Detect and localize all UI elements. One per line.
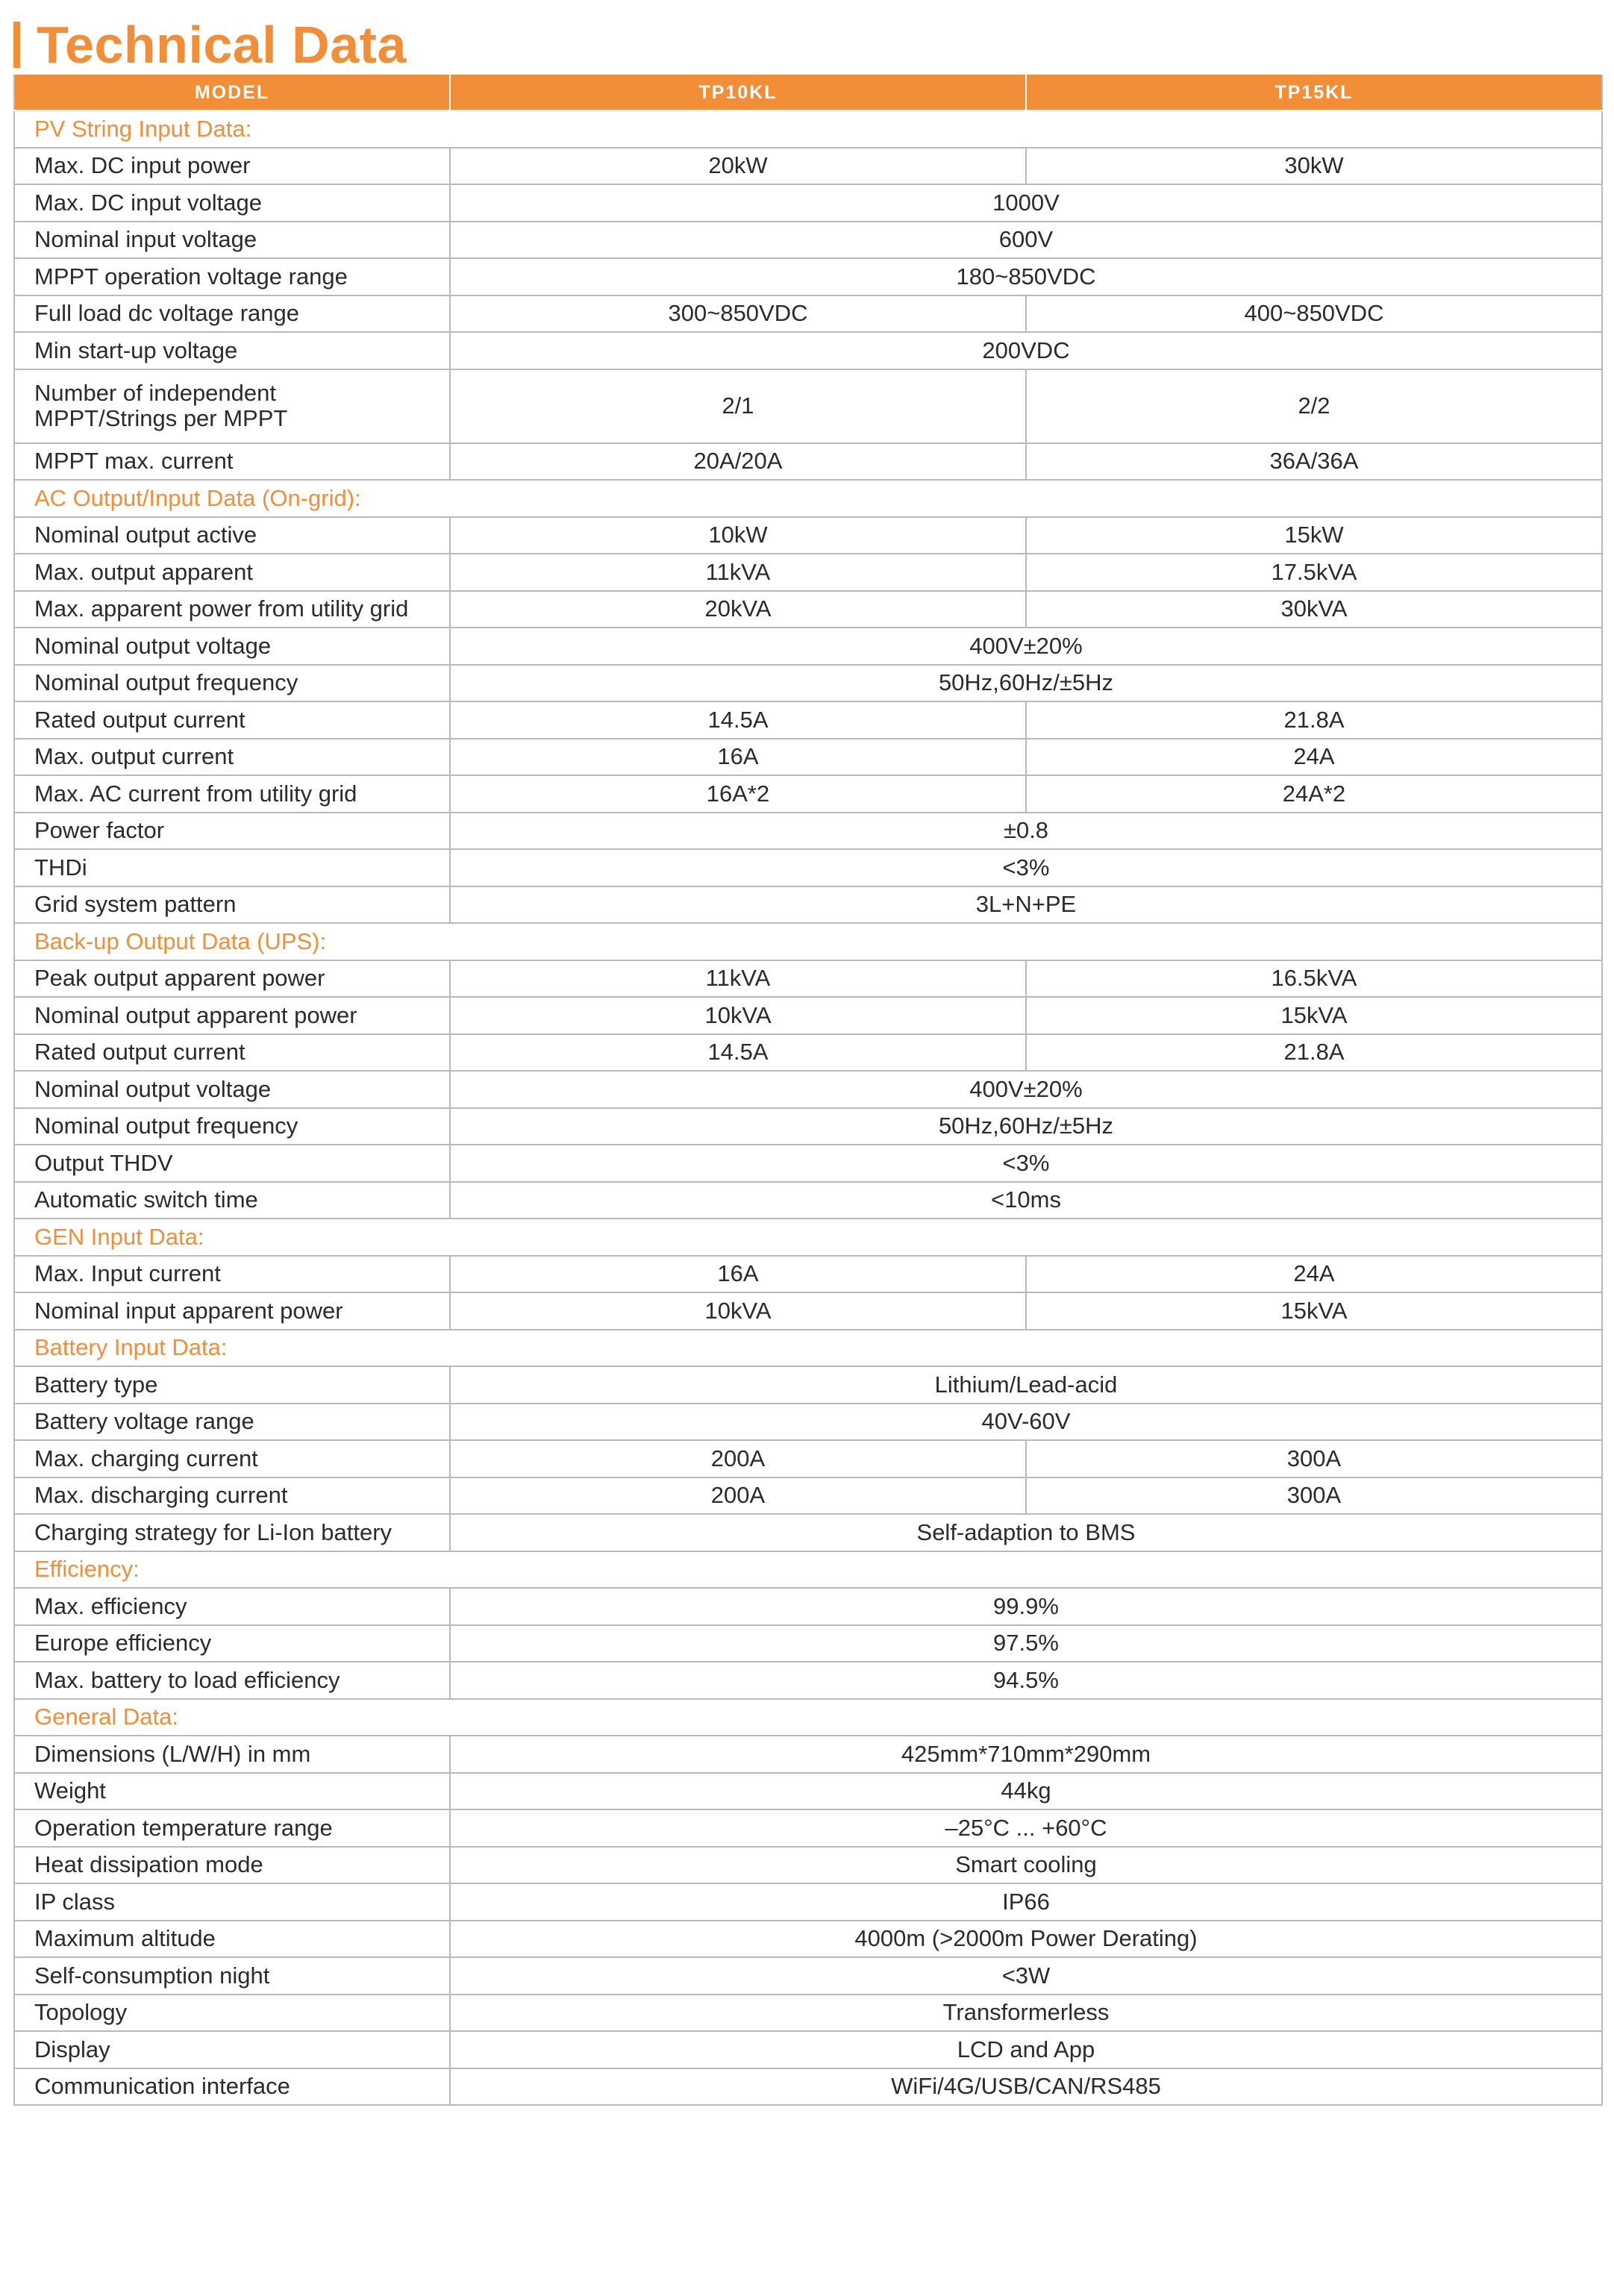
spec-label: Topology (14, 1995, 450, 2032)
spec-value-shared: 97.5% (450, 1625, 1602, 1662)
spec-label: Nominal output active (14, 517, 450, 554)
spec-label: IP class (14, 1883, 450, 1921)
spec-value-tp15kl: 24A (1026, 739, 1602, 776)
spec-value-tp10kl: 200A (450, 1477, 1026, 1515)
spec-value-shared: 99.9% (450, 1588, 1602, 1625)
spec-value-tp10kl: 2/1 (450, 369, 1026, 443)
spec-label: Dimensions (L/W/H) in mm (14, 1736, 450, 1773)
spec-value-shared: 94.5% (450, 1662, 1602, 1699)
spec-value-tp15kl: 24A*2 (1026, 775, 1602, 813)
spec-row (14, 1071, 1602, 1108)
spec-value-tp15kl: 15kVA (1026, 1292, 1602, 1330)
spec-label: Rated output current (14, 1034, 450, 1072)
spec-row (14, 222, 1602, 259)
spec-value-shared: Lithium/Lead-acid (450, 1366, 1602, 1404)
spec-value-tp10kl: 300~850VDC (450, 295, 1026, 333)
spec-label: Output THDV (14, 1145, 450, 1182)
spec-row (14, 1809, 1602, 1847)
spec-value-tp10kl: 11kVA (450, 960, 1026, 998)
spec-label: THDi (14, 849, 450, 886)
spec-value-tp10kl: 10kVA (450, 997, 1026, 1034)
spec-row (14, 1957, 1602, 1995)
spec-value-tp10kl: 10kW (450, 517, 1026, 554)
spec-row (14, 1847, 1602, 1884)
spec-row (14, 591, 1602, 628)
spec-row (14, 332, 1602, 369)
section-title: AC Output/Input Data (On-grid): (14, 480, 1602, 517)
spec-row (14, 2031, 1602, 2068)
spec-label: Min start-up voltage (14, 332, 450, 369)
spec-row (14, 997, 1602, 1034)
spec-value-shared: 180~850VDC (450, 258, 1602, 295)
spec-value-tp15kl: 15kW (1026, 517, 1602, 554)
spec-row (14, 1736, 1602, 1773)
spec-label: Max. AC current from utility grid (14, 775, 450, 813)
spec-row (14, 1108, 1602, 1145)
spec-label: Weight (14, 1773, 450, 1810)
spec-row (14, 443, 1602, 481)
spec-value-shared: <3% (450, 849, 1602, 886)
spec-value-shared: 50Hz,60Hz/±5Hz (450, 665, 1602, 702)
spec-value-tp15kl: 15kVA (1026, 997, 1602, 1034)
spec-label: Power factor (14, 813, 450, 850)
spec-label: Max. Input current (14, 1256, 450, 1293)
spec-row (14, 1514, 1602, 1551)
spec-label: Nominal output frequency (14, 665, 450, 702)
spec-row (14, 1588, 1602, 1625)
spec-row (14, 1662, 1602, 1699)
spec-row (14, 1440, 1602, 1477)
spec-value-shared: 3L+N+PE (450, 886, 1602, 924)
spec-row (14, 701, 1602, 739)
spec-value-tp10kl: 20kW (450, 148, 1026, 185)
spec-label: Nominal output voltage (14, 1071, 450, 1108)
spec-label: Battery type (14, 1366, 450, 1404)
spec-label: Nominal output apparent power (14, 997, 450, 1034)
spec-row (14, 1182, 1602, 1219)
section-row (14, 1551, 1602, 1589)
spec-row (14, 1292, 1602, 1330)
section-row (14, 1330, 1602, 1367)
section-row (14, 923, 1602, 960)
spec-label: Max. efficiency (14, 1588, 450, 1625)
header-model: MODEL (14, 75, 450, 110)
spec-label: Self-consumption night (14, 1957, 450, 1995)
spec-row (14, 2068, 1602, 2106)
section-row (14, 1219, 1602, 1256)
section-title: Efficiency: (14, 1551, 1602, 1589)
spec-label: Max. output current (14, 739, 450, 776)
spec-row (14, 1773, 1602, 1810)
spec-value-tp10kl: 20kVA (450, 591, 1026, 628)
spec-value-shared: ±0.8 (450, 813, 1602, 850)
spec-row (14, 554, 1602, 591)
spec-value-tp15kl: 300A (1026, 1440, 1602, 1477)
spec-row (14, 1995, 1602, 2032)
spec-row (14, 775, 1602, 813)
table-header-row (14, 75, 1602, 110)
page-title: Technical Data (37, 16, 407, 74)
page-header (13, 15, 407, 75)
spec-value-tp10kl: 14.5A (450, 1034, 1026, 1072)
spec-label: Operation temperature range (14, 1809, 450, 1847)
spec-label: Max. discharging current (14, 1477, 450, 1515)
spec-label: Charging strategy for Li-Ion battery (14, 1514, 450, 1551)
spec-value-shared: 4000m (>2000m Power Derating) (450, 1921, 1602, 1958)
header-model-tp15kl: TP15KL (1026, 75, 1602, 110)
spec-value-tp15kl: 17.5kVA (1026, 554, 1602, 591)
spec-value-tp15kl: 300A (1026, 1477, 1602, 1515)
spec-value-tp10kl: 16A*2 (450, 775, 1026, 813)
spec-row (14, 1404, 1602, 1441)
spec-value-shared: Smart cooling (450, 1847, 1602, 1884)
spec-value-shared: Transformerless (450, 1995, 1602, 2032)
spec-value-shared: 1000V (450, 184, 1602, 222)
spec-row (14, 960, 1602, 998)
spec-row (14, 813, 1602, 850)
spec-value-tp10kl: 10kVA (450, 1292, 1026, 1330)
section-title: PV String Input Data: (14, 110, 1602, 148)
spec-value-shared: 400V±20% (450, 1071, 1602, 1108)
spec-value-shared: WiFi/4G/USB/CAN/RS485 (450, 2068, 1602, 2106)
spec-row (14, 1145, 1602, 1182)
spec-label: Number of independent MPPT/Strings per MPPT (14, 369, 450, 443)
section-row (14, 480, 1602, 517)
spec-row (14, 1034, 1602, 1072)
spec-row (14, 258, 1602, 295)
spec-label: Max. DC input voltage (14, 184, 450, 222)
spec-value-tp15kl: 400~850VDC (1026, 295, 1602, 333)
spec-row (14, 1477, 1602, 1515)
spec-row (14, 739, 1602, 776)
spec-label: Rated output current (14, 701, 450, 739)
spec-label: Max. charging current (14, 1440, 450, 1477)
section-title: General Data: (14, 1699, 1602, 1736)
spec-label: Full load dc voltage range (14, 295, 450, 333)
spec-row (14, 295, 1602, 333)
spec-label: Automatic switch time (14, 1182, 450, 1219)
spec-value-shared: 400V±20% (450, 628, 1602, 665)
spec-row (14, 369, 1602, 443)
spec-value-tp10kl: 200A (450, 1440, 1026, 1477)
spec-value-tp10kl: 14.5A (450, 701, 1026, 739)
spec-value-tp15kl: 21.8A (1026, 701, 1602, 739)
spec-row (14, 628, 1602, 665)
spec-value-tp15kl: 21.8A (1026, 1034, 1602, 1072)
spec-value-tp10kl: 11kVA (450, 554, 1026, 591)
spec-value-shared: LCD and App (450, 2031, 1602, 2068)
spec-value-shared: 50Hz,60Hz/±5Hz (450, 1108, 1602, 1145)
spec-value-tp15kl: 24A (1026, 1256, 1602, 1293)
spec-label: Nominal input apparent power (14, 1292, 450, 1330)
spec-value-shared: Self-adaption to BMS (450, 1514, 1602, 1551)
spec-label: Grid system pattern (14, 886, 450, 924)
spec-row (14, 1625, 1602, 1662)
section-title: Back-up Output Data (UPS): (14, 923, 1602, 960)
spec-row (14, 517, 1602, 554)
spec-value-tp15kl: 36A/36A (1026, 443, 1602, 481)
spec-value-shared: 600V (450, 222, 1602, 259)
spec-label: Maximum altitude (14, 1921, 450, 1958)
spec-row (14, 1256, 1602, 1293)
spec-value-tp10kl: 16A (450, 739, 1026, 776)
spec-label: Communication interface (14, 2068, 450, 2106)
spec-label: Max. output apparent (14, 554, 450, 591)
spec-label: Max. DC input power (14, 148, 450, 185)
spec-value-tp15kl: 2/2 (1026, 369, 1602, 443)
spec-row (14, 1883, 1602, 1921)
spec-value-tp15kl: 30kVA (1026, 591, 1602, 628)
header-model-tp10kl: TP10KL (450, 75, 1026, 110)
spec-label: Europe efficiency (14, 1625, 450, 1662)
spec-label: Max. battery to load efficiency (14, 1662, 450, 1699)
spec-row (14, 148, 1602, 185)
spec-value-shared: IP66 (450, 1883, 1602, 1921)
spec-value-shared: 425mm*710mm*290mm (450, 1736, 1602, 1773)
spec-value-tp15kl: 16.5kVA (1026, 960, 1602, 998)
section-title: GEN Input Data: (14, 1219, 1602, 1256)
section-row (14, 1699, 1602, 1736)
spec-label: MPPT max. current (14, 443, 450, 481)
technical-data-table (13, 75, 1603, 2106)
spec-row (14, 886, 1602, 924)
spec-label: Heat dissipation mode (14, 1847, 450, 1884)
spec-label: Battery voltage range (14, 1404, 450, 1441)
spec-row (14, 849, 1602, 886)
spec-value-shared: –25°C ... +60°C (450, 1809, 1602, 1847)
spec-value-tp15kl: 30kW (1026, 148, 1602, 185)
spec-row (14, 1921, 1602, 1958)
spec-label: Nominal output frequency (14, 1108, 450, 1145)
spec-label: MPPT operation voltage range (14, 258, 450, 295)
spec-label: Nominal output voltage (14, 628, 450, 665)
title-accent-bar (13, 22, 20, 68)
spec-row (14, 184, 1602, 222)
spec-label: Peak output apparent power (14, 960, 450, 998)
spec-row (14, 1366, 1602, 1404)
section-title: Battery Input Data: (14, 1330, 1602, 1367)
spec-value-shared: 200VDC (450, 332, 1602, 369)
spec-label: Max. apparent power from utility grid (14, 591, 450, 628)
spec-value-shared: <3W (450, 1957, 1602, 1995)
table-body (14, 110, 1602, 2105)
spec-label: Display (14, 2031, 450, 2068)
spec-value-shared: <10ms (450, 1182, 1602, 1219)
spec-value-shared: <3% (450, 1145, 1602, 1182)
section-row (14, 110, 1602, 148)
spec-label: Nominal input voltage (14, 222, 450, 259)
spec-value-tp10kl: 16A (450, 1256, 1026, 1293)
spec-value-tp10kl: 20A/20A (450, 443, 1026, 481)
spec-row (14, 665, 1602, 702)
spec-value-shared: 40V-60V (450, 1404, 1602, 1441)
spec-value-shared: 44kg (450, 1773, 1602, 1810)
